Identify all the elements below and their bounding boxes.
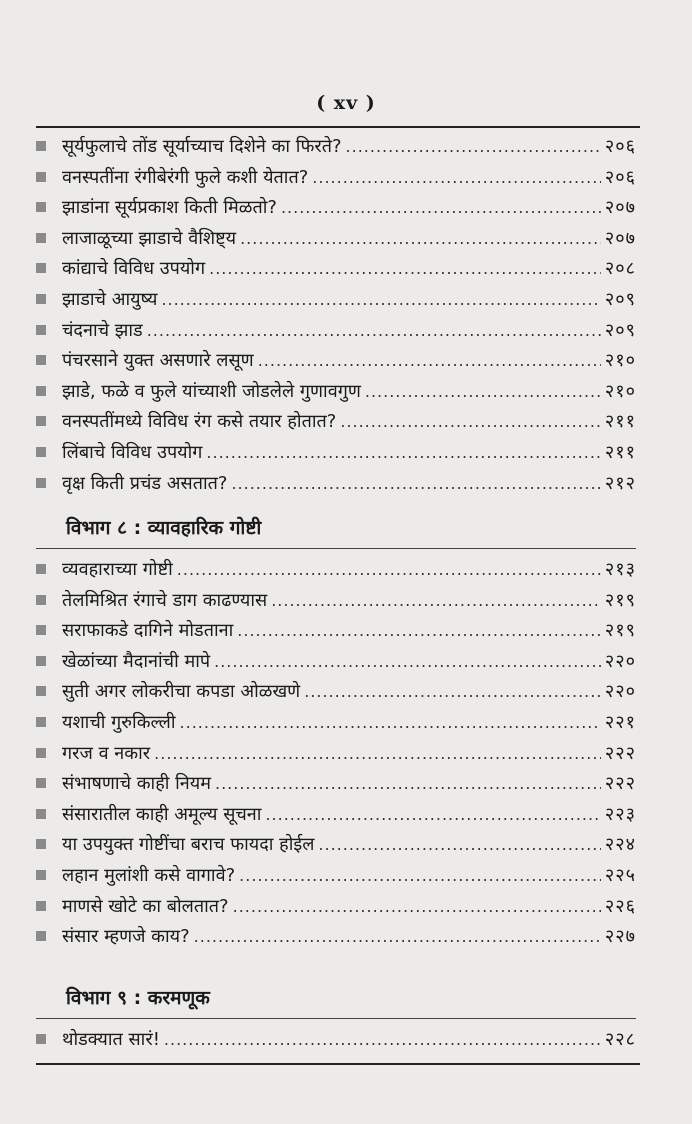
dot-leader	[180, 713, 601, 732]
entry-title: झाडे, फळे व फुले यांच्याशी जोडलेले गुणावगुण	[62, 380, 361, 402]
entry-title: गरज व नकार	[62, 742, 151, 764]
toc-entry[interactable]	[36, 165, 636, 196]
entry-title: चंदनाचे झाड	[62, 319, 143, 341]
dot-leader	[154, 744, 601, 763]
toc-section-plants	[36, 134, 636, 501]
top-rule	[36, 126, 640, 128]
toc-entry[interactable]	[36, 649, 636, 680]
toc-entry[interactable]	[36, 894, 636, 925]
entry-page: २०९	[604, 319, 636, 341]
page-number: ( xv )	[316, 92, 376, 114]
dot-leader	[265, 805, 600, 824]
bullet-icon	[36, 172, 46, 182]
entry-page: २०७	[604, 227, 636, 249]
toc-entry[interactable]	[36, 348, 636, 379]
dot-leader	[194, 927, 601, 946]
entry-title: संसारातील काही अमूल्य सूचना	[62, 803, 262, 825]
bullet-icon	[36, 901, 46, 911]
entry-title: व्यवहाराच्या गोष्टी	[62, 559, 173, 580]
dot-leader	[177, 560, 601, 579]
dot-leader	[346, 137, 601, 156]
entry-title: या उपयुक्त गोष्टींचा बराच फायदा होईल	[62, 834, 315, 856]
entry-page: २१०	[604, 350, 636, 372]
bullet-icon	[36, 656, 46, 666]
entry-title: माणसे खोटे का बोलतात?	[62, 895, 229, 917]
entry-title: सराफाकडे दागिने मोडताना	[62, 620, 234, 642]
dot-leader	[271, 591, 601, 610]
dot-leader	[340, 412, 601, 431]
entry-title: सूर्यफुलाचे तोंड सूर्याच्याच दिशेने का फिरते?	[62, 136, 342, 157]
entry-title: लिंबाचे विविध उपयोग	[62, 441, 203, 463]
bullet-icon	[36, 625, 46, 635]
entry-title: संसार म्हणजे काय?	[62, 926, 190, 948]
bullet-icon	[36, 809, 46, 819]
toc-entry[interactable]	[36, 802, 636, 833]
bullet-icon	[36, 931, 46, 941]
toc-entry[interactable]	[36, 863, 636, 894]
bullet-icon	[36, 325, 46, 335]
section-heading: विभाग ९ : करमणूक	[66, 987, 210, 1009]
dot-leader	[281, 198, 601, 217]
entry-page: २२३	[604, 803, 636, 825]
entry-title: सुती अगर लोकरीचा कपडा ओळखणे	[62, 681, 301, 703]
toc-entry[interactable]	[36, 771, 636, 802]
entry-page: २१९	[604, 589, 636, 611]
section-heading: विभाग ८ : व्यावहारिक गोष्टी	[66, 517, 262, 539]
toc-section-9	[36, 982, 636, 1058]
entry-page: २२०	[604, 681, 636, 703]
entry-title: संभाषणाचे काही नियम	[62, 773, 211, 795]
bottom-rule	[36, 1063, 640, 1065]
entry-title: वृक्ष किती प्रचंड असतात?	[62, 472, 228, 494]
toc-entry[interactable]	[36, 588, 636, 619]
dot-leader	[240, 229, 601, 248]
entry-title: पंचरसाने युक्त असणारे लसूण	[62, 350, 254, 372]
dot-leader	[318, 835, 601, 854]
dot-leader	[312, 168, 601, 187]
entry-title: कांद्याचे विविध उपयोग	[62, 258, 206, 280]
toc-list	[36, 1027, 636, 1058]
entry-title: खेळांच्या मैदानांची मापे	[62, 650, 211, 672]
bullet-icon	[36, 202, 46, 212]
dot-leader	[258, 351, 601, 370]
bullet-icon	[36, 233, 46, 243]
bullet-icon	[36, 386, 46, 396]
entry-page: २०९	[604, 288, 636, 310]
entry-title: झाडाचे आयुष्य	[62, 288, 158, 310]
entry-page: २२०	[604, 650, 636, 672]
dot-leader	[233, 897, 601, 916]
bullet-icon	[36, 778, 46, 788]
dot-leader	[147, 321, 601, 340]
entry-page: २२५	[604, 864, 636, 886]
bullet-icon	[36, 748, 46, 758]
bullet-icon	[36, 141, 46, 151]
entry-page: २१९	[604, 620, 636, 642]
toc-entry[interactable]	[36, 287, 636, 318]
toc-entry[interactable]	[36, 318, 636, 349]
dot-leader	[304, 682, 601, 701]
toc-entry[interactable]	[36, 226, 636, 257]
entry-page: २०६	[604, 166, 636, 188]
dot-leader	[231, 474, 600, 493]
entry-page: २१०	[604, 380, 636, 402]
bullet-icon	[36, 447, 46, 457]
entry-page: २२७	[604, 926, 636, 948]
dot-leader	[206, 443, 600, 462]
bullet-icon	[36, 564, 46, 574]
dot-leader	[161, 290, 601, 309]
bullet-icon	[36, 595, 46, 605]
toc-entry[interactable]	[36, 471, 636, 502]
entry-page: २२४	[604, 834, 636, 856]
entry-title: झाडांना सूर्यप्रकाश किती मिळतो?	[62, 197, 277, 219]
dot-leader	[164, 1030, 601, 1049]
toc-entry[interactable]	[36, 741, 636, 772]
dot-leader	[365, 382, 601, 401]
toc-entry[interactable]	[36, 557, 636, 588]
entry-title: लहान मुलांशी कसे वागावे?	[62, 864, 236, 886]
section-rule	[36, 1018, 636, 1019]
dot-leader	[214, 652, 601, 671]
toc-entry[interactable]	[36, 710, 636, 741]
bullet-icon	[36, 1034, 46, 1044]
toc-entry[interactable]	[36, 379, 636, 410]
entry-page: २२२	[604, 773, 636, 795]
toc-entry[interactable]	[36, 195, 636, 226]
entry-page: २११	[604, 441, 636, 463]
dot-leader	[215, 774, 601, 793]
entry-page: २१३	[604, 559, 636, 580]
entry-page: २०६	[604, 136, 636, 157]
bullet-icon	[36, 478, 46, 488]
toc-entry[interactable]	[36, 1027, 636, 1058]
entry-page: २११	[604, 411, 636, 433]
bullet-icon	[36, 355, 46, 365]
toc-entry[interactable]	[36, 679, 636, 710]
entry-title: थोडक्यात सारं!	[62, 1029, 160, 1050]
toc-entry[interactable]	[36, 440, 636, 471]
entry-page: २२२	[604, 742, 636, 764]
entry-title: तेलमिश्रित रंगाचे डाग काढण्यास	[62, 589, 268, 611]
entry-title: लाजाळूच्या झाडाचे वैशिष्ट्य	[62, 227, 237, 249]
toc-entry[interactable]	[36, 134, 636, 165]
entry-title: वनस्पतींमध्ये विविध रंग कसे तयार होतात?	[62, 411, 337, 433]
entry-page: २२१	[604, 711, 636, 733]
toc-entry[interactable]	[36, 256, 636, 287]
entry-page: २०८	[604, 258, 636, 280]
bullet-icon	[36, 839, 46, 849]
entry-page: २२८	[604, 1029, 636, 1050]
toc-entry[interactable]	[36, 409, 636, 440]
bullet-icon	[36, 263, 46, 273]
dot-leader	[209, 259, 601, 278]
entry-page: २०७	[604, 197, 636, 219]
toc-entry[interactable]	[36, 618, 636, 649]
bullet-icon	[36, 870, 46, 880]
bullet-icon	[36, 717, 46, 727]
entry-page: २२६	[604, 895, 636, 917]
bullet-icon	[36, 686, 46, 696]
section-rule	[36, 548, 636, 549]
dot-leader	[239, 866, 601, 885]
dot-leader	[237, 621, 601, 640]
toc-list	[36, 557, 636, 955]
toc-entry[interactable]	[36, 832, 636, 863]
bullet-icon	[36, 294, 46, 304]
toc-entry[interactable]	[36, 924, 636, 955]
bullet-icon	[36, 416, 46, 426]
toc-section-8	[36, 512, 636, 955]
entry-title: वनस्पतींना रंगीबेरंगी फुले कशी येतात?	[62, 166, 309, 188]
entry-page: २१२	[604, 472, 636, 494]
entry-title: यशाची गुरुकिल्ली	[62, 711, 176, 733]
toc-list	[36, 134, 636, 501]
